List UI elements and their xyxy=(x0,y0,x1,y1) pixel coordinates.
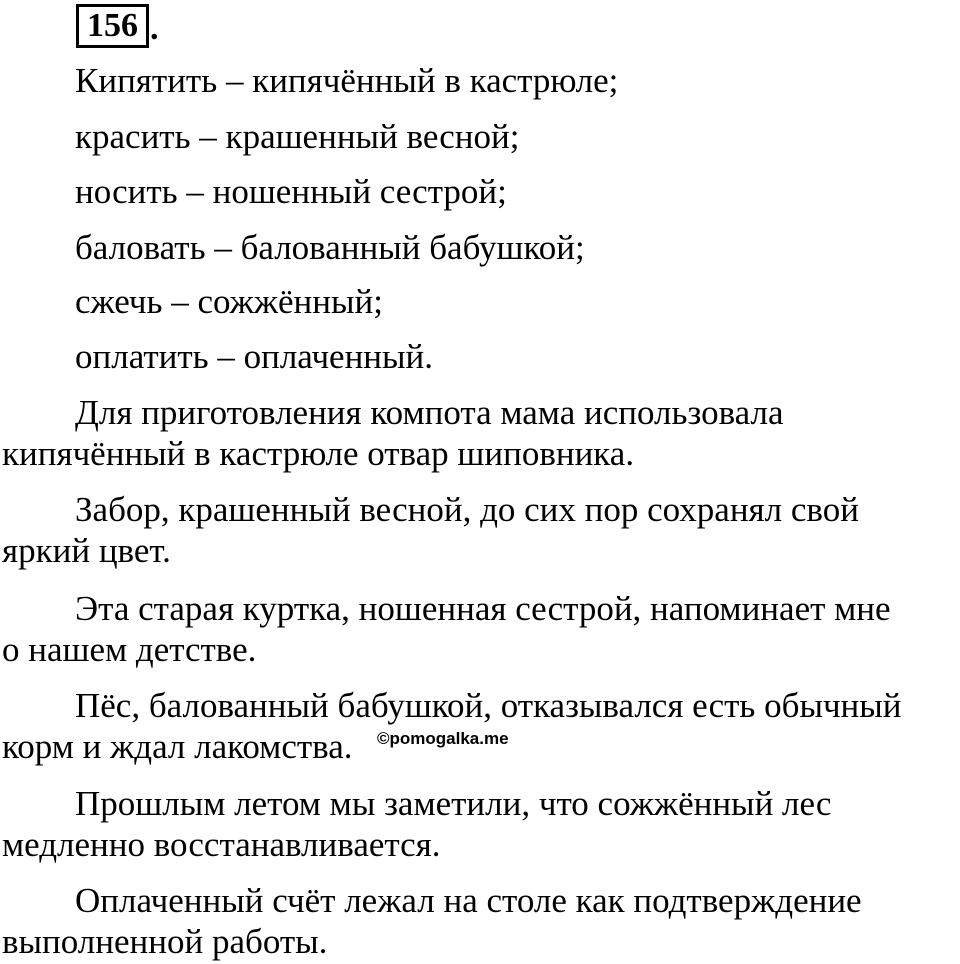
sentence-continuation-line: медленно восстанавливается. xyxy=(2,825,441,864)
exercise-number: 156 xyxy=(76,4,149,48)
sentence-line: Пёс, балованный бабушкой, отказывался есть обычный xyxy=(75,686,902,725)
word-pair-line: баловать – балованный бабушкой; xyxy=(75,228,585,267)
sentence-line: Эта старая куртка, ношенная сестрой, напоминает мне xyxy=(75,589,891,628)
word-pair-line: красить – крашенный весной; xyxy=(75,117,520,156)
exercise-number-dot: . xyxy=(150,10,159,47)
sentence-continuation-line: яркий цвет. xyxy=(2,531,171,570)
sentence-continuation-line: кипячённый в кастрюле отвар шиповника. xyxy=(2,434,635,473)
sentence-continuation-line: о нашем детстве. xyxy=(2,630,257,669)
word-pair-line: носить – ношенный сестрой; xyxy=(75,172,507,211)
word-pair-line: оплатить – оплаченный. xyxy=(75,337,434,376)
sentence-continuation-line: выполненной работы. xyxy=(2,922,328,961)
sentence-line: Для приготовления компота мама использовала xyxy=(75,393,784,432)
word-pair-line: сжечь – сожжённый; xyxy=(75,282,383,321)
word-pair-line: Кипятить – кипячённый в кастрюле; xyxy=(75,61,619,100)
sentence-line: Забор, крашенный весной, до сих пор сохранял свой xyxy=(75,490,859,529)
exercise-header xyxy=(76,4,159,48)
sentence-line: Оплаченный счёт лежал на столе как подтверждение xyxy=(75,881,862,920)
sentence-line: Прошлым летом мы заметили, что сожжённый лес xyxy=(75,784,832,823)
sentence-continuation-line: корм и ждал лакомства. xyxy=(2,727,353,766)
watermark: ©pomogalka.me xyxy=(377,729,509,748)
